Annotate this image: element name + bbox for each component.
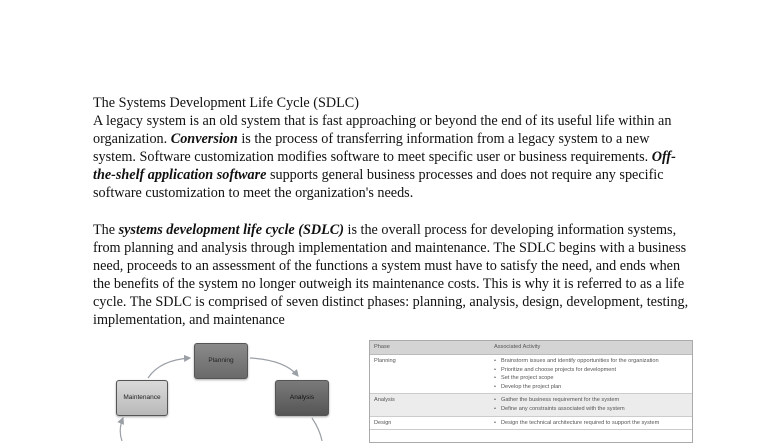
activity-item: • Define any constraints associated with the system (494, 405, 692, 414)
activity-list (488, 355, 692, 393)
sdlc-cycle-diagram (90, 330, 360, 441)
table-body (370, 355, 692, 430)
phase-cell: Design (374, 419, 392, 426)
arrow-planning-to-analysis (250, 358, 298, 376)
key-term: Off-the-shelf application software (93, 149, 676, 184)
phase-cell: Planning (374, 358, 396, 364)
activity-item: • Design the technical architecture required to support the system (494, 419, 692, 428)
arrow-maintenance-to-planning (148, 358, 190, 378)
activity-item: • Develop the project plan (494, 383, 692, 392)
table-row (370, 355, 692, 394)
key-term: systems development life cycle (SDLC) (118, 221, 344, 238)
text-run: is the overall process for developing information systems, from planning and analysis through implementation and maintenance. The SDLC begins with a business need, proceeds to an assessment of the functions a system must have to satisfy the need, and ends when the benefits of the system no longer outweigh its maintenance costs. This is why it is referred to as a life cycle. The SDLC is comprised of seven distinct phases: planning, analysis, design, development, testing, implementation, and maintenance (93, 221, 689, 329)
phase-cell: Analysis (374, 397, 395, 404)
activity-item: • Brainstorm issues and identify opportunities for the organization (494, 357, 692, 366)
text-run: A legacy system is an old system that is fast approaching or beyond the end of its useful life within an organization. (93, 113, 672, 148)
table-row (370, 417, 692, 431)
key-term: Conversion (170, 131, 238, 148)
activity-list (488, 394, 692, 415)
document-body (93, 94, 693, 329)
arrow-to-maintenance (120, 418, 123, 441)
text-run: supports general business processes and does not require any specific software customization to meet the organization's needs. (93, 167, 664, 202)
phase-box-planning: Planning (194, 343, 248, 379)
text-run: is the process of transferring information from a legacy system to a new system. Software customization modifies software to meet specific user or business requirements. (93, 131, 652, 166)
activity-list (488, 417, 692, 430)
phase-activity-table (369, 340, 693, 443)
text-run: The (93, 221, 119, 238)
table-header (370, 341, 692, 355)
activity-item: • Prioritize and choose projects for development (494, 366, 692, 375)
paragraph-legacy-systems (93, 112, 693, 202)
arrow-from-analysis (312, 418, 322, 441)
activity-item: • Set the project scope (494, 374, 692, 383)
phase-box-analysis: Analysis (275, 380, 329, 416)
phase-box-maintenance: Maintenance (116, 380, 168, 416)
column-header-activity: Associated Activity (494, 344, 541, 350)
activity-item: • Gather the business requirement for the system (494, 396, 692, 405)
paragraph-sdlc (93, 221, 693, 330)
table-row (370, 394, 692, 416)
document-heading: The Systems Development Life Cycle (SDLC) (93, 95, 359, 111)
column-header-phase: Phase (374, 344, 390, 350)
